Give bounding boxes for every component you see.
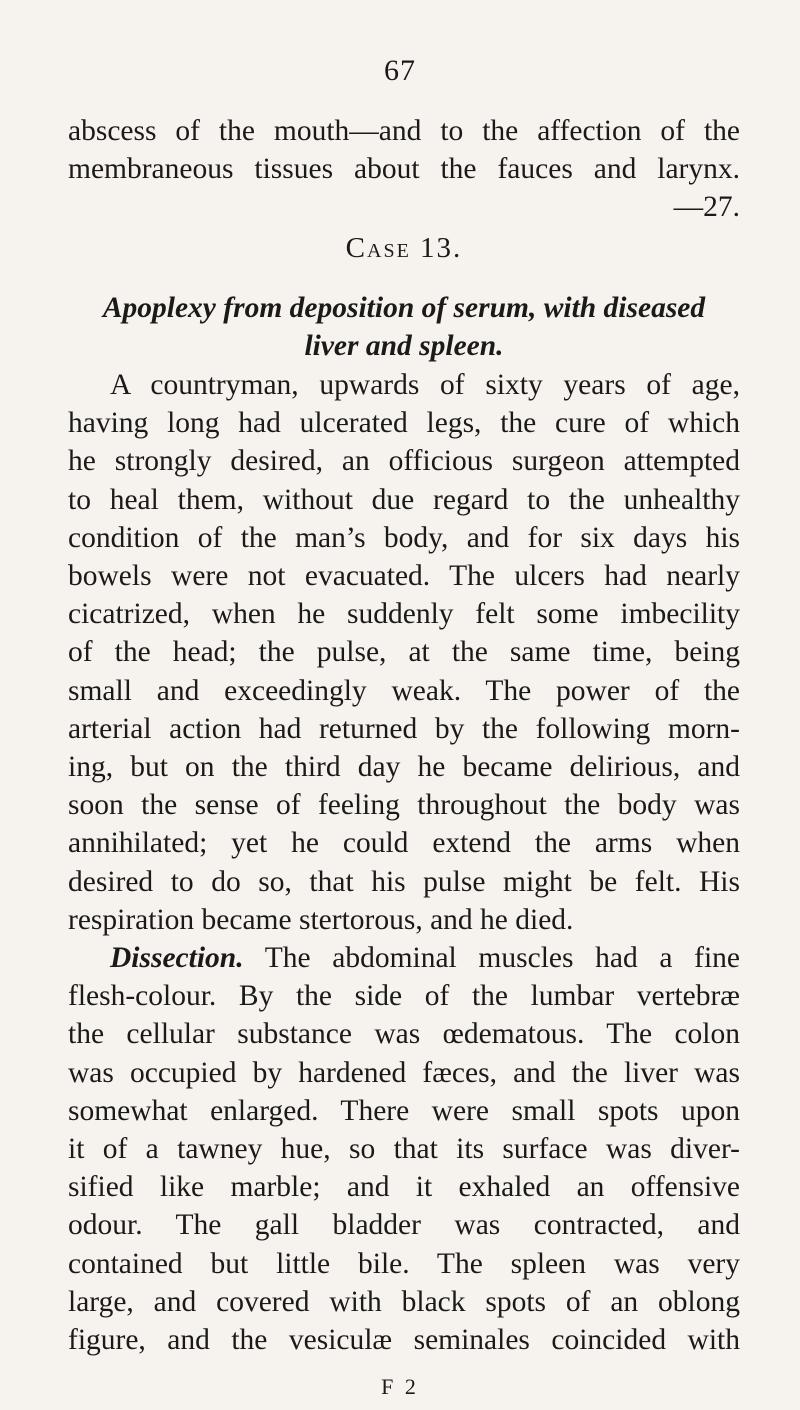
text-line: abscess of the mouth—and to the affection of the <box>68 115 740 147</box>
text-line: small and exceedingly weak. The power of the <box>68 674 740 707</box>
text-line: —27. <box>673 191 740 224</box>
text-line: bowels were not evacuated. The ulcers had nearly <box>68 560 740 593</box>
text-line: he strongly desired, an officious surgeon attempted <box>68 445 740 478</box>
case-subtitle-line: Apoplexy from deposition of serum, with diseased <box>102 292 706 324</box>
paragraph-dissection <box>68 939 740 1359</box>
text-line: sified like marble; and it exhaled an offensive <box>68 1171 740 1204</box>
text-line: flesh-colour. By the side of the lumbar vertebræ <box>68 980 740 1013</box>
text-line: figure, and the vesiculæ seminales coincided with <box>68 1324 740 1357</box>
text-line: desired to do so, that his pulse might be felt. His <box>68 865 740 898</box>
text-line: ing, but on the third day he became delirious, and <box>68 751 740 784</box>
text-line: arterial action had returned by the following morn- <box>68 712 740 745</box>
text-line: to heal them, without due regard to the unhealthy <box>68 483 740 516</box>
text-line-first <box>68 939 740 977</box>
paragraph-case-history <box>68 366 740 939</box>
dissection-lead: Dissection. <box>110 942 244 974</box>
text-line: A countryman, upwards of sixty years of age, <box>110 369 740 401</box>
text-line: having long had ulcerated legs, the cure of which <box>68 407 740 440</box>
text-line: soon the sense of feeling throughout the body was <box>68 789 740 822</box>
page-number: 67 <box>384 54 416 87</box>
text-line: membraneous tissues about the fauces and larynx. <box>68 153 740 186</box>
case-section <box>68 229 740 267</box>
text-line: cicatrized, when he suddenly felt some imbecility <box>68 598 740 631</box>
text-line: respiration became stertorous, and he died. <box>68 903 574 936</box>
case-heading: Case 13. <box>345 232 463 264</box>
text-line: odour. The gall bladder was contracted, and <box>68 1209 740 1242</box>
case-subtitle <box>68 289 740 365</box>
text-line: of the head; the pulse, at the same time, being <box>68 636 740 669</box>
signature-mark: F 2 <box>381 1374 419 1399</box>
opening-text <box>68 112 740 227</box>
text-line: contained but little bile. The spleen was very <box>68 1247 740 1280</box>
case-subtitle-line: liver and spleen. <box>304 330 504 363</box>
text-line: somewhat enlarged. There were small spots upon <box>68 1094 740 1127</box>
text-line: condition of the man’s body, and for six days his <box>68 521 740 554</box>
text-line: annihilated; yet he could extend the arms when <box>68 827 740 860</box>
dissection-first-rest: The abdominal muscles had a fine <box>243 942 740 974</box>
text-line: it of a tawney hue, so that its surface was diver- <box>68 1133 740 1166</box>
text-line: large, and covered with black spots of an oblong <box>68 1285 740 1318</box>
text-line: was occupied by hardened fæces, and the liver was <box>68 1056 740 1089</box>
text-line: the cellular substance was œdematous. The colon <box>68 1018 740 1051</box>
